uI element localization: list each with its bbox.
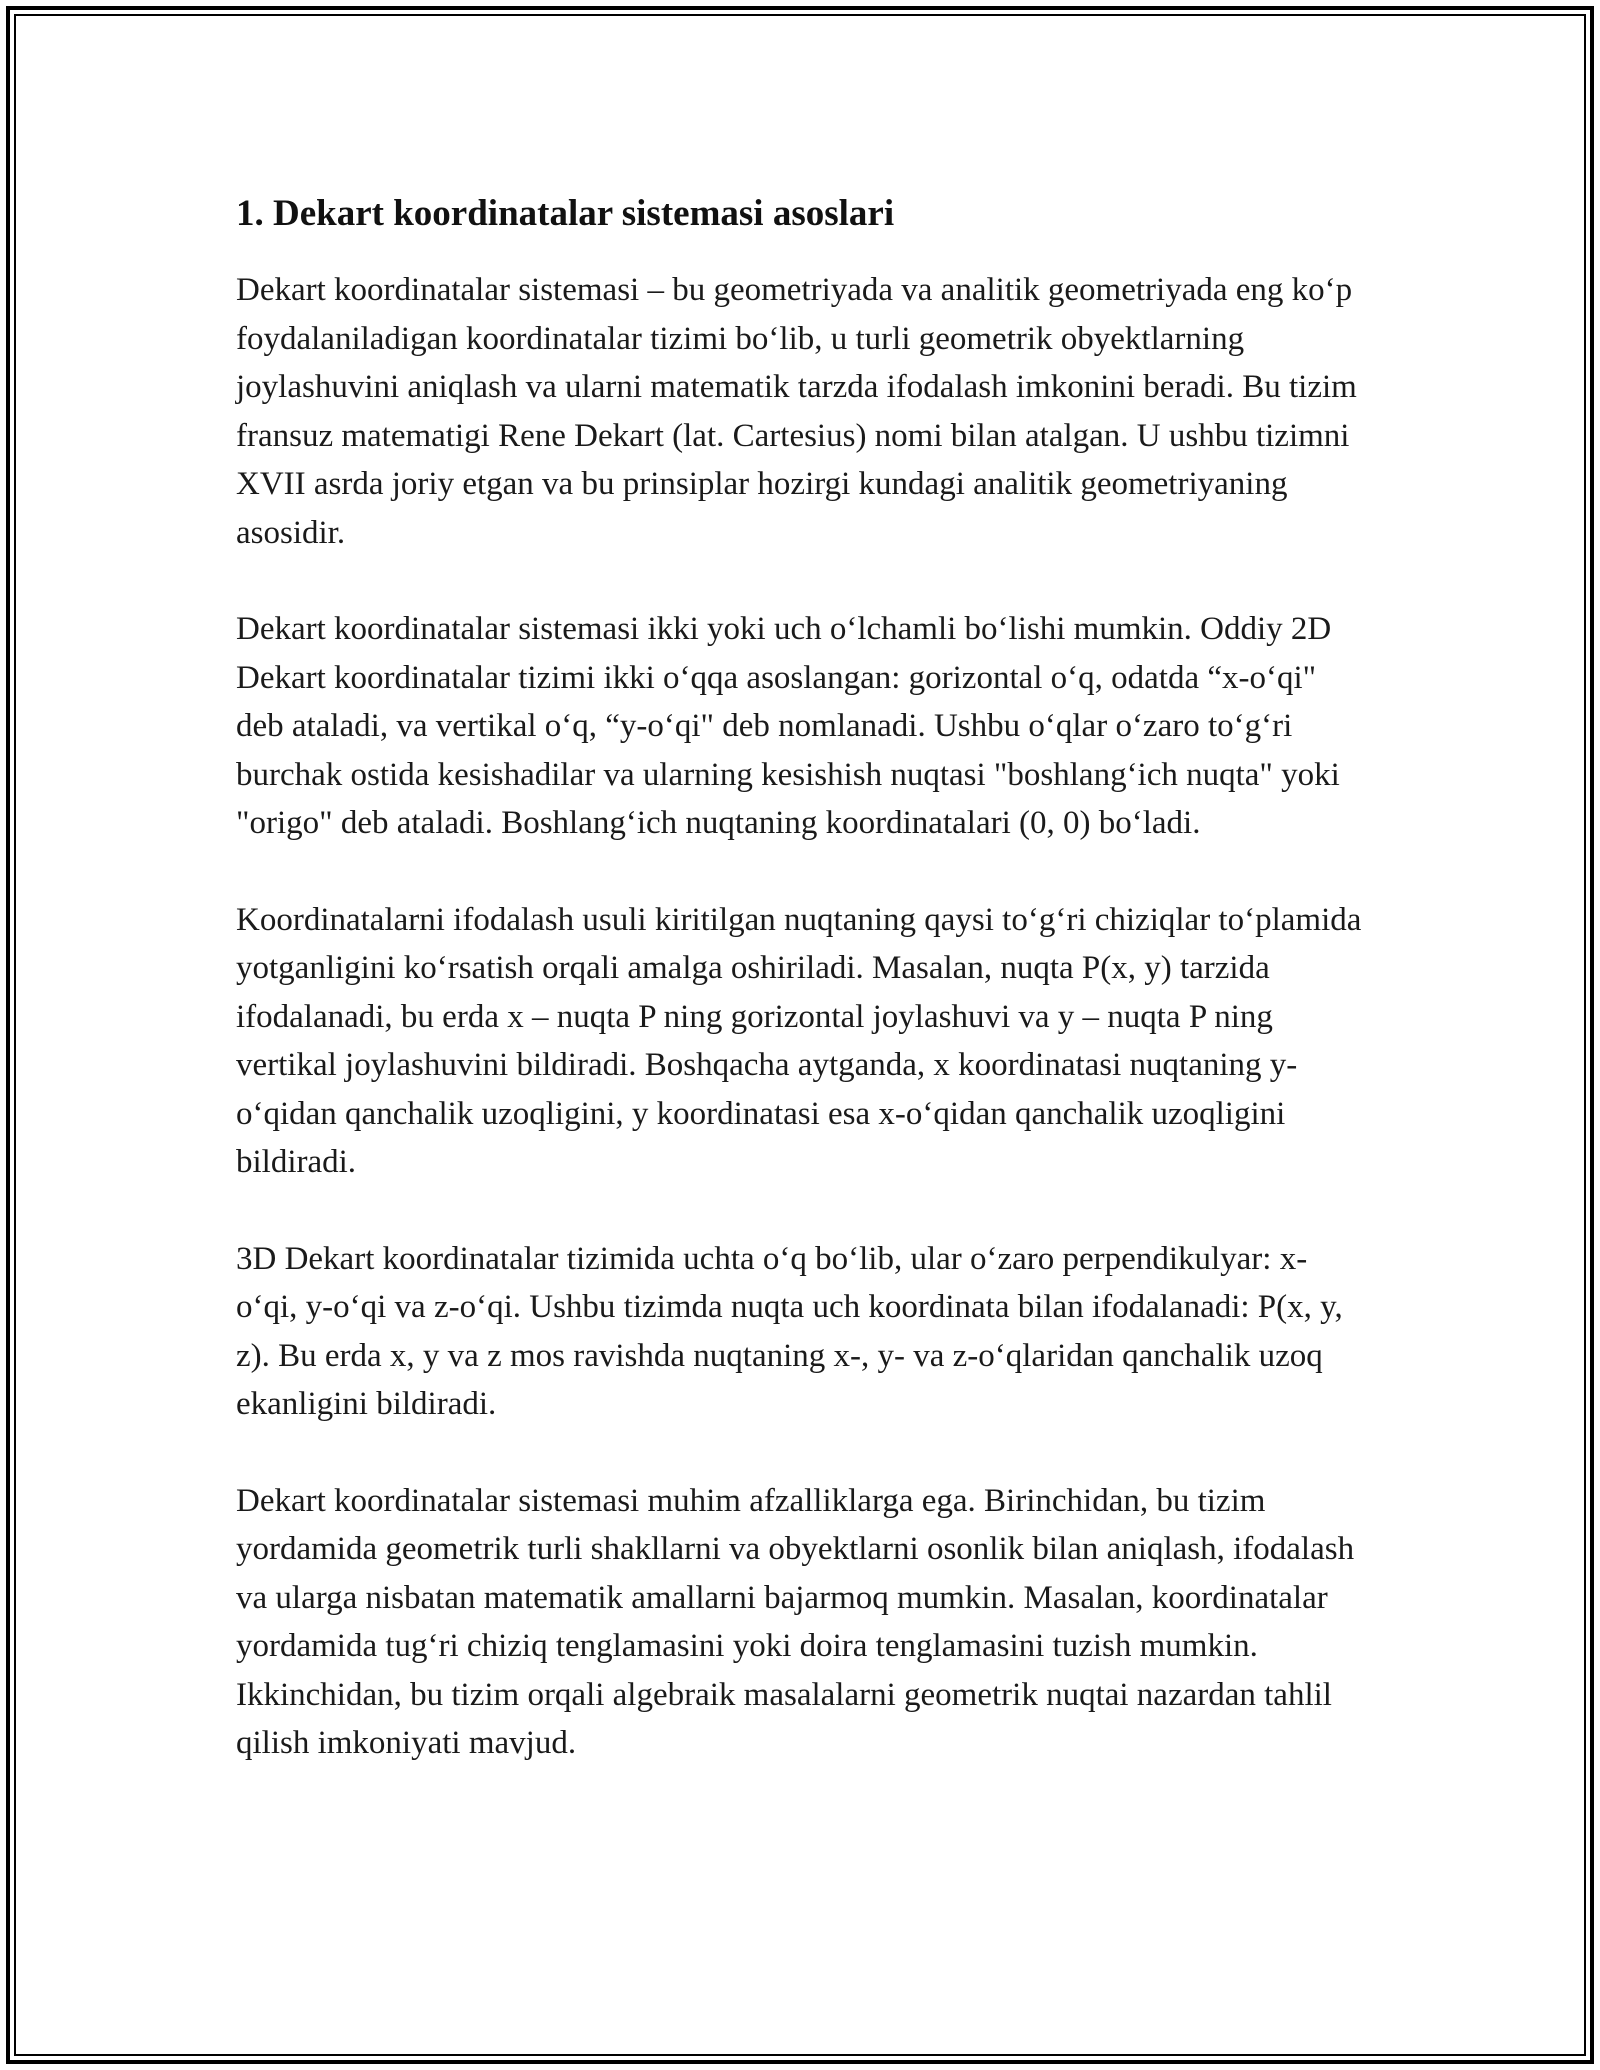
- paragraph-advantages: Dekart koordinatalar sistemasi muhim afzalliklarga ega. Birinchidan, bu tizim yordamida geometrik turli shakllarni va obyektlarni osonlik bilan aniqlash, ifodalash va ularga nisbatan matematik amallarni bajarmoq mumkin. Masalan, koordinatalar yordamida tug‘ri chiziq tenglamasini yoki doira tenglamasini tuzish mumkin. Ikkinchidan, bu tizim orqali algebraik masalalarni geometrik nuqtai nazardan tahlil qilish imkoniyati mavjud.: [236, 1482, 1355, 1761]
- document-body: [236, 190, 1366, 1816]
- section-heading: 1. Dekart koordinatalar sistemasi asoslari: [236, 193, 895, 234]
- paragraph-intro: Dekart koordinatalar sistemasi – bu geometriyada va analitik geometriyada eng ko‘p foydalaniladigan koordinatalar tizimi bo‘lib, u turli geometrik obyektlarning joylashuvini aniqlash va ularni matematik tarzda ifodalash imkonini beradi. Bu tizim fransuz matematigi Rene Dekart (lat. Cartesius) nomi bilan atalgan. U ushbu tizimni XVII asrda joriy etgan va bu prinsiplar hozirgi kundagi analitik geometriyaning asosidir.: [236, 272, 1357, 551]
- paragraph-point-notation: Koordinatalarni ifodalash usuli kiritilgan nuqtaning qaysi to‘g‘ri chiziqlar to‘plamida yotganligini ko‘rsatish orqali amalga oshiriladi. Masalan, nuqta P(x, y) tarzida ifodalanadi, bu erda x – nuqta P ning gorizontal joylashuvi va y – nuqta P ning vertikal joylashuvini bildiradi. Boshqacha aytganda, x koordinatasi nuqtaning y-o‘qidan qanchalik uzoqligini, y koordinatasi esa x-o‘qidan qanchalik uzoqligini bildiradi.: [236, 901, 1362, 1180]
- paragraph-3d-system: 3D Dekart koordinatalar tizimida uchta o‘q bo‘lib, ular o‘zaro perpendikulyar: x-o‘qi, y-o‘qi va z-o‘qi. Ushbu tizimda nuqta uch koordinata bilan ifodalanadi: P(x, y, z). Bu erda x, y va z mos ravishda nuqtaning x-, y- va z-o‘qlaridan qanchalik uzoq ekanligini bildiradi.: [236, 1240, 1343, 1422]
- paragraph-2d-system: Dekart koordinatalar sistemasi ikki yoki uch o‘lchamli bo‘lishi mumkin. Oddiy 2D Dekart koordinatalar tizimi ikki o‘qqa asoslangan: gorizontal o‘q, odatda “x-o‘qi" deb ataladi, va vertikal o‘q, “y-o‘qi" deb nomlanadi. Ushbu o‘qlar o‘zaro to‘g‘ri burchak ostida kesishadilar va ularning kesishish nuqtasi "boshlang‘ich nuqta" yoki "origo" deb ataladi. Boshlang‘ich nuqtaning koordinatalari (0, 0) bo‘ladi.: [236, 611, 1340, 841]
